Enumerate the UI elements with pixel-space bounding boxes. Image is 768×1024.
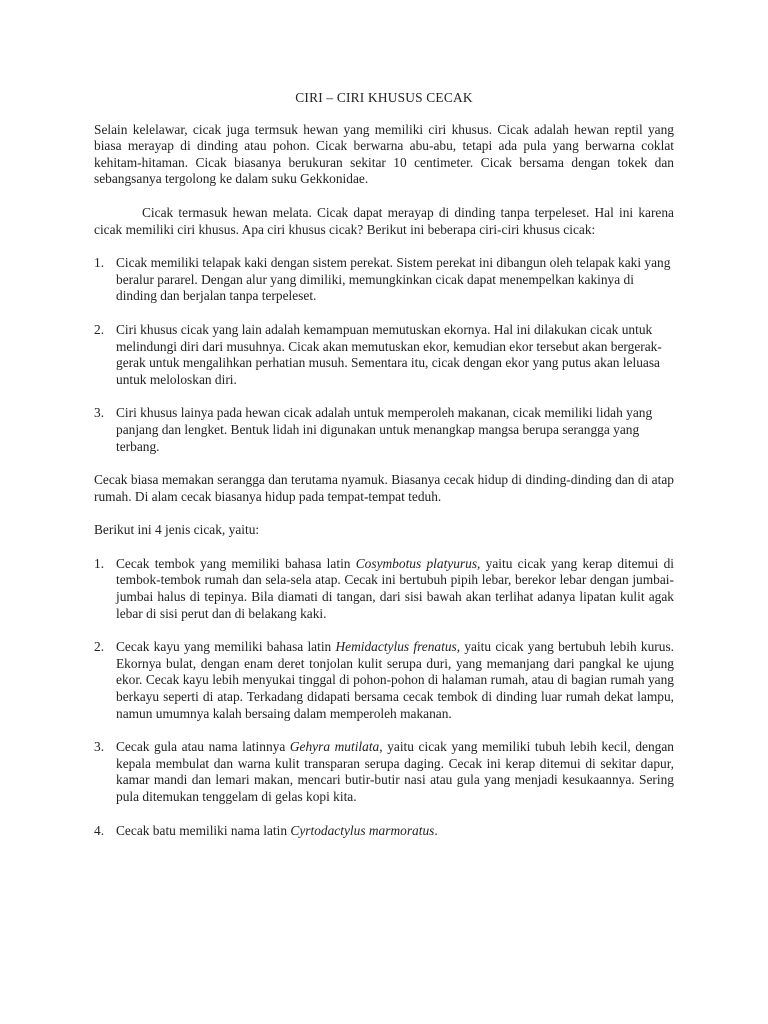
features-list — [94, 255, 674, 455]
list-item-number: 1. — [94, 555, 105, 571]
list-item-number: 2. — [94, 321, 105, 337]
list-item-text-before: Cecak gula atau nama latinnya — [116, 739, 290, 755]
list-item — [94, 556, 674, 622]
list-item-text-after: , yaitu cicak yang memiliki tubuh lebih kecil, dengan kepala membulat dan warna kulit transparan serupa daging. Cecak ini kerap ditemui di sekitar dapur, kamar mandi dan lemari makan, mencari butir-butir nasi atau gula yang menjadi kesukaannya. Sering pula ditemukan tenggelam di gelas kopi kita. — [116, 739, 674, 804]
list-item-text-before: Cecak tembok yang memiliki bahasa latin — [116, 555, 356, 571]
species-list — [94, 556, 674, 839]
third-paragraph: Cecak biasa memakan serangga dan terutama nyamuk. Biasanya cecak hidup di dinding-dinding dan di atap rumah. Di alam cecak biasanya hidup pada tempat-tempat teduh. — [94, 472, 674, 504]
list-item-number: 4. — [94, 822, 105, 838]
intro-paragraph: Selain kelelawar, cicak juga termsuk hewan yang memiliki ciri khusus. Cicak adalah hewan reptil yang biasa merayap di dinding atau pohon. Cicak berwarna abu-abu, tetapi ada pula yang berwarna coklat kehitam-hitaman. Cicak biasanya berukuran sekitar 10 centimeter. Cicak bersama dengan tokek dan sebangsanya tergolong ke dalam suku Gekkonidae. — [94, 121, 674, 187]
second-paragraph: Cicak termasuk hewan melata. Cicak dapat merayap di dinding tanpa terpeleset. Hal ini karena cicak memiliki ciri khusus. Apa ciri khusus cicak? Berikut ini beberapa ciri-ciri khusus cicak: — [94, 204, 674, 237]
list-item-number: 3. — [94, 739, 105, 755]
list-item-number: 3. — [94, 405, 105, 421]
list-item — [94, 739, 674, 805]
list-item — [94, 255, 674, 305]
latin-name: Cosymbotus platyurus — [355, 555, 478, 571]
latin-name: Cyrtodactylus marmoratus — [290, 822, 435, 838]
list-item-text-after: . — [434, 822, 438, 838]
list-item-text: Cicak memiliki telapak kaki dengan sistem perekat. Sistem perekat ini dibangun oleh telapak kaki yang beralur pararel. Dengan alur yang dimiliki, memungkinkan cicak dapat menempelkan kakinya di dinding dan berjalan tanpa terpeleset. — [116, 255, 671, 304]
document-title: CIRI – CIRI KHUSUS CECAK — [295, 90, 473, 105]
latin-name: Hemidactylus frenatus — [335, 639, 457, 655]
list-item-number: 2. — [94, 639, 105, 655]
list-item-text-before: Cecak kayu yang memiliki bahasa latin — [116, 639, 336, 655]
latin-name: Gehyra mutilata — [289, 739, 380, 755]
list-item-text-before: Cecak batu memiliki nama latin — [116, 822, 291, 838]
list-item — [94, 322, 674, 388]
list-item-text-after: , yaitu cicak yang kerap ditemui di tembok-tembok rumah dan sela-sela atap. Cecak ini bertubuh pipih lebar, berekor lebar dengan jumbai-jumbai halus di tepinya. Bila diamati di tangan, dari sisi bawah akan terlihat adanya lipatan kulit agak lebar di sisi perut dan di belakang kaki. — [116, 555, 675, 621]
fourth-paragraph: Berikut ini 4 jenis cicak, yaitu: — [94, 522, 260, 538]
list-item — [94, 405, 674, 455]
list-item — [94, 639, 674, 722]
list-item — [94, 823, 674, 840]
list-item-text-after: , yaitu cicak yang bertubuh lebih kurus. Ekornya bulat, dengan enam deret tonjolan kulit serupa duri, yang memanjang dari pangkal ke ujung ekor. Cecak kayu lebih menyukai tinggal di pohon-pohon di halaman rumah, atau di bagian rumah yang berkayu seperti di atap. Terkadang didapati bersama cecak tembok di dinding luar rumah dekat lampu, namun umumnya kalah bersaing dalam memperoleh makanan. — [116, 639, 675, 721]
document-content — [94, 90, 674, 839]
list-item-text: Ciri khusus lainya pada hewan cicak adalah untuk memperoleh makanan, cicak memiliki lidah yang panjang dan lengket. Bentuk lidah ini digunakan untuk menangkap mangsa berupa serangga yang terbang. — [116, 405, 653, 454]
list-item-number: 1. — [94, 255, 105, 271]
list-item-text: Ciri khusus cicak yang lain adalah kemampuan memutuskan ekornya. Hal ini dilakukan cicak untuk melindungi diri dari musuhnya. Cicak akan memutuskan ekor, kemudian ekor tersebut akan bergerak-gerak untuk mengalihkan perhatian musuh. Sementara itu, cicak dengan ekor yang putus akan leluasa untuk meloloskan diri. — [116, 321, 662, 387]
